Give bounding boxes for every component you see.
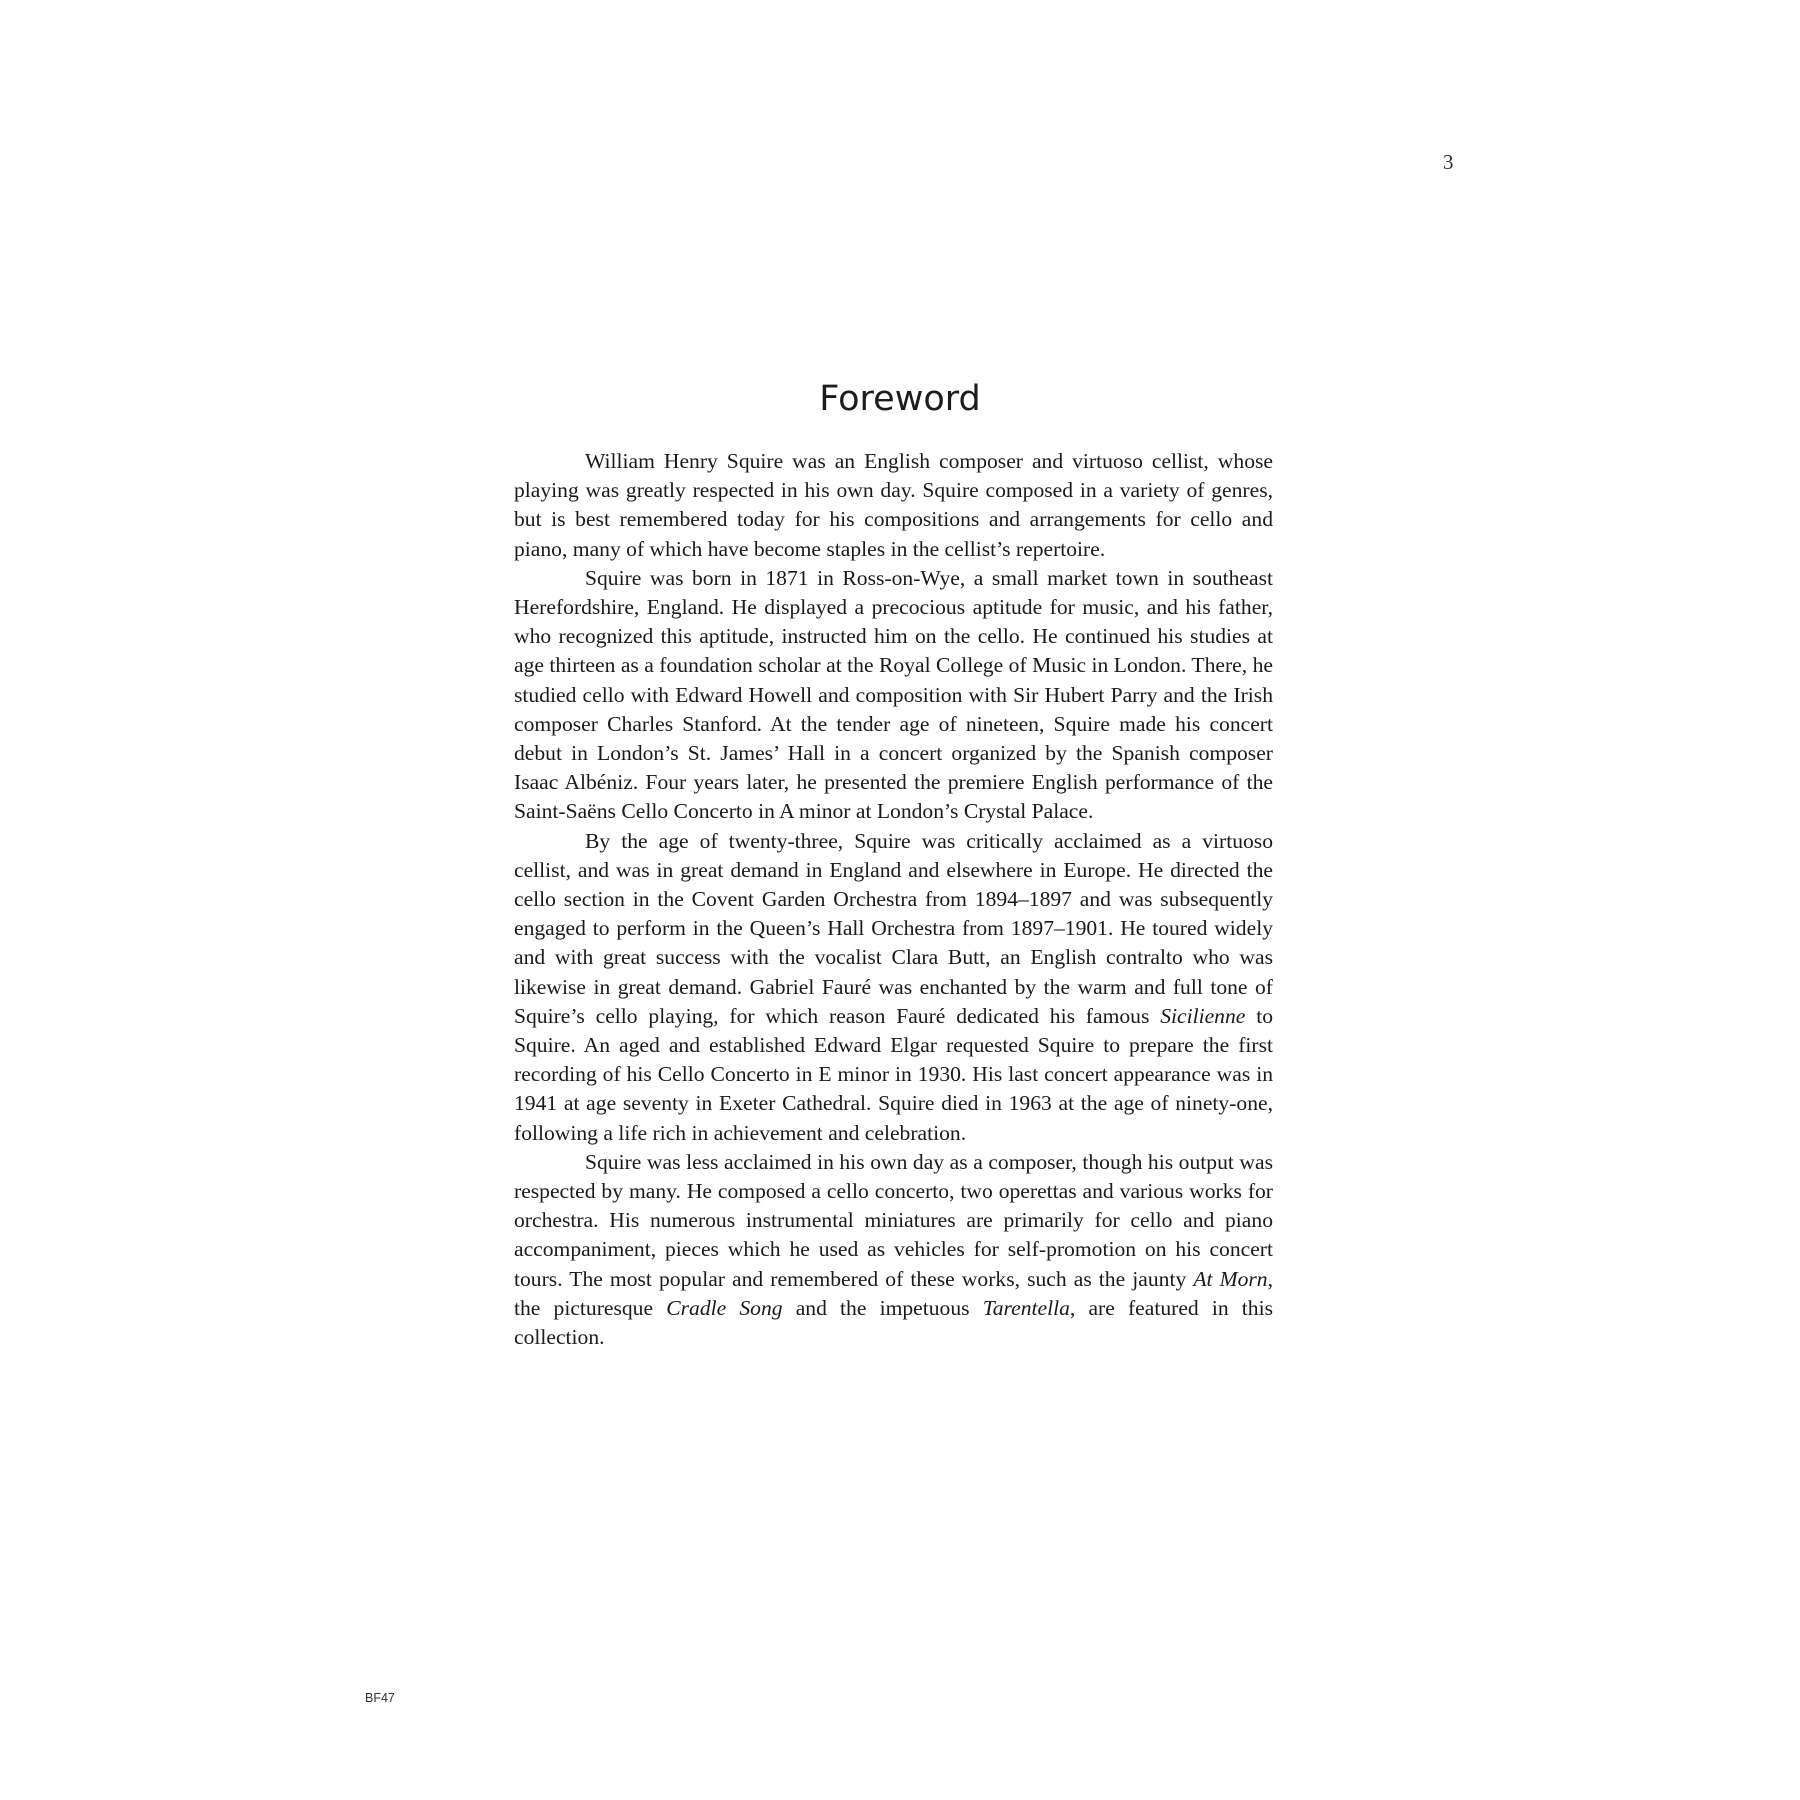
- paragraph-2: [514, 564, 1273, 827]
- paragraph-1-text: William Henry Squire was an English composer and virtuoso cellist, whose playing was greatly respected in his own day. Squire composed in a variety of genres, but is best remembered today for his compositions and arrangements for cello and piano, many of which have become staples in the cellist’s repertoire.: [514, 449, 1273, 561]
- paragraph-3-text-a: By the age of twenty-three, Squire was critically acclaimed as a virtuoso cellist, and was in great demand in England and elsewhere in Europe. He directed the cello section in the Covent Garden Orchestra from 1894–1897 and was subsequently engaged to perform in the Queen’s Hall Orchestra from 1897–1901. He toured widely and with great success with the vocalist Clara Butt, an English contralto who was likewise in great demand. Gabriel Fauré was enchanted by the warm and full tone of Squire’s cello playing, for which reason Fauré dedicated his famous: [514, 828, 1273, 1028]
- paragraph-4-text-a: Squire was less acclaimed in his own day as a composer, though his output was respected by many. He composed a cello concerto, two operettas and various works for orchestra. His numerous instrumental miniatures are primarily for cello and piano accompaniment, pieces which he used as vehicles for self-promotion on his concert tours. The most popular and remembered of these works, such as the jaunty: [514, 1149, 1273, 1291]
- paragraph-4-text-d: , are featured in this collection.: [514, 1295, 1274, 1350]
- page-title: Foreword: [819, 379, 981, 419]
- footer-catalog-code: BF47: [365, 1691, 395, 1705]
- work-title-at-morn: At Morn: [1193, 1266, 1268, 1291]
- paragraph-4-text-b: , the picturesque: [514, 1266, 1274, 1320]
- foreword-body: [514, 447, 1273, 1352]
- work-title-tarentella: Tarentella: [982, 1295, 1070, 1320]
- paragraph-4-text-c: and the impetuous: [782, 1295, 983, 1320]
- paragraph-3: [514, 827, 1273, 1148]
- work-title-cradle-song: Cradle Song: [666, 1295, 783, 1320]
- paragraph-1: [514, 447, 1273, 564]
- paragraph-2-text: Squire was born in 1871 in Ross-on-Wye, a small market town in southeast Herefordshire, England. He displayed a precocious aptitude for music, and his father, who recognized this aptitude, instructed him on the cello. He continued his studies at age thirteen as a foundation scholar at the Royal College of Music in London. There, he studied cello with Edward Howell and composition with Sir Hubert Parry and the Irish composer Charles Stanford. At the tender age of nineteen, Squire made his concert debut in London’s St. James’ Hall in a concert organized by the Spanish composer Isaac Albéniz. Four years later, he presented the premiere English performance of the Saint-Saëns Cello Concerto in A minor at London’s Crystal Palace.: [514, 565, 1273, 824]
- page-number: 3: [1443, 150, 1454, 174]
- work-title-sicilienne: Sicilienne: [1160, 1003, 1246, 1028]
- paragraph-4: [514, 1148, 1273, 1352]
- paragraph-3-text-b: to Squire. An aged and established Edward Elgar requested Squire to prepare the first recording of his Cello Concerto in E minor in 1930. His last concert appearance was in 1941 at age seventy in Exeter Cathedral. Squire died in 1963 at the age of ninety-one, following a life rich in achievement and celebration.: [514, 1003, 1273, 1145]
